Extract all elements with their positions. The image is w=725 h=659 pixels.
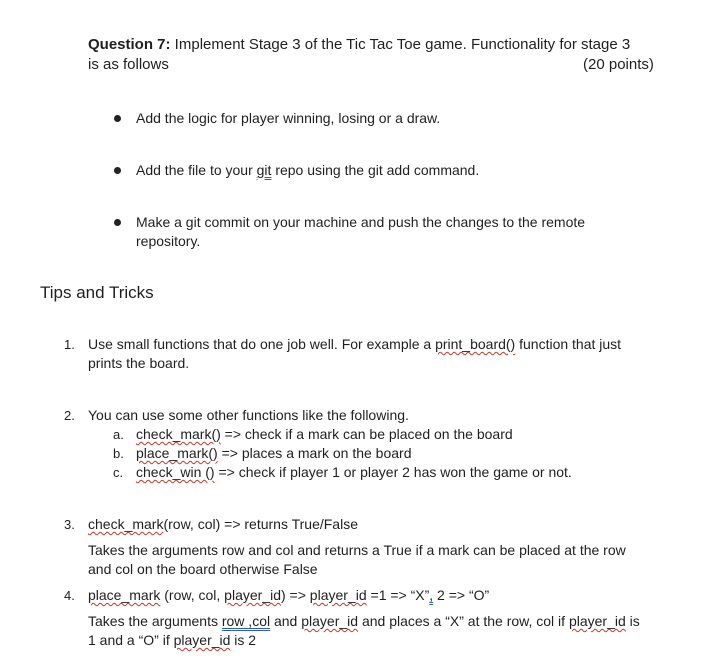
code-player-id: player_id <box>568 613 626 629</box>
question-label: Question 7: <box>88 36 171 53</box>
tip4-desc-text: and places a “X” at the row, col if <box>358 613 569 629</box>
tip-item-3-desc: Takes the arguments row and col and returns a True if a mark can be placed at the row <box>88 542 626 558</box>
tip1-text-end: function that just <box>515 336 622 352</box>
code-player-id: player_id <box>309 587 367 603</box>
tip-item-4-desc <box>88 612 640 631</box>
sub-letter: a. <box>113 427 124 442</box>
code-player-id: player_id <box>301 613 359 629</box>
tip4-text: =1 => “X” <box>366 587 430 603</box>
sub-item-text: => check if player 1 or player 2 has won the game or not. <box>214 464 572 480</box>
bullet-item-commit-line2: repository. <box>136 233 201 249</box>
sub-letter: c. <box>113 465 124 480</box>
tip-item-4 <box>88 586 489 605</box>
bullet-item-git-add <box>136 161 479 180</box>
sub-item-text: => places a mark on the board <box>217 445 412 461</box>
code-row-col: row ,col <box>221 613 271 629</box>
question-points: (20 points) <box>583 56 654 73</box>
bullet-git-word: git <box>256 162 272 178</box>
tip4-desc-text: and <box>270 613 302 629</box>
bullet-item-logic: Add the logic for player winning, losing or a draw. <box>136 110 441 126</box>
question-title-line2: is as follows <box>88 56 169 73</box>
question-title <box>88 35 630 55</box>
list-number: 1. <box>64 337 75 352</box>
tip4-text: 2 => “O” <box>433 587 490 603</box>
tip4-desc-text: is 2 <box>230 632 257 648</box>
tip4-text: (row, col, <box>160 587 225 603</box>
code-check-mark: check_mark <box>88 516 164 532</box>
list-number: 2. <box>64 408 75 423</box>
tip-item-3-desc-line2: and col on the board otherwise False <box>88 561 318 577</box>
tip4-text: ) => <box>281 587 310 603</box>
tip4-desc-text: 1 and a “O” if <box>88 632 174 648</box>
sub-item-place-mark <box>136 444 412 463</box>
code-place-mark: place_mark() <box>136 445 218 461</box>
tip4-desc-text: Takes the arguments <box>88 613 222 629</box>
tip4-comma: , <box>429 587 434 603</box>
bullet-git-pre: Add the file to your <box>136 162 257 178</box>
sub-letter: b. <box>113 446 124 461</box>
code-place-mark: place_mark <box>88 587 161 603</box>
tip-item-2: You can use some other functions like the following. <box>88 407 409 423</box>
tip4-desc-text: is <box>625 613 640 629</box>
tip3-signature: (row, col) => returns True/False <box>163 516 358 532</box>
sub-item-text: => check if a mark can be placed on the board <box>220 426 513 442</box>
bullet-dot-icon <box>114 167 121 174</box>
code-player-id: player_id <box>224 587 281 603</box>
list-number: 4. <box>64 588 75 603</box>
tip-item-4-desc-line2 <box>88 631 256 650</box>
code-check-mark: check_mark() <box>136 426 221 442</box>
bullet-dot-icon <box>114 219 121 226</box>
bullet-git-post: repo using the git add command. <box>271 162 480 178</box>
bullet-dot-icon <box>114 115 121 122</box>
tips-heading: Tips and Tricks <box>40 283 154 302</box>
tip1-text: Use small functions that do one job well. For example a <box>88 336 436 352</box>
sub-item-check-win <box>136 463 572 482</box>
sub-item-check-mark <box>136 425 513 444</box>
code-print-board: print_board() <box>435 336 516 352</box>
question-title-text: Implement Stage 3 of the Tic Tac Toe game. Functionality for stage 3 <box>170 36 631 53</box>
tip-item-1-line2: prints the board. <box>88 355 190 371</box>
bullet-item-commit: Make a git commit on your machine and push the changes to the remote <box>136 214 586 230</box>
tip-item-3 <box>88 515 358 534</box>
code-player-id: player_id <box>173 632 231 648</box>
list-number: 3. <box>64 517 75 532</box>
code-check-win: check_win () <box>136 464 215 480</box>
tip-item-1 <box>88 335 621 354</box>
